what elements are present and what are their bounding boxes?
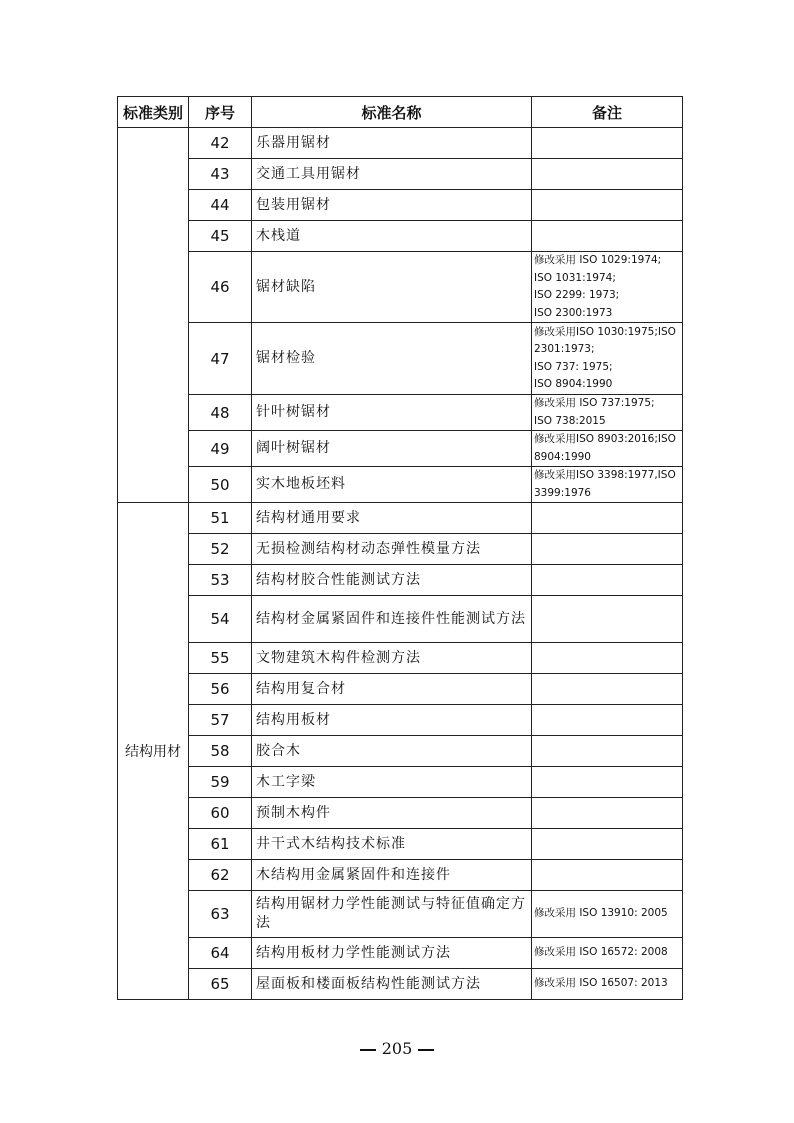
remarks-cell — [532, 252, 683, 323]
header-serial-no: 序号 — [189, 97, 252, 128]
serial-no-cell: 49 — [189, 431, 252, 467]
serial-no-cell: 52 — [189, 534, 252, 565]
serial-no-cell: 50 — [189, 467, 252, 503]
serial-no-cell: 63 — [189, 891, 252, 938]
standard-name-cell: 包装用锯材 — [252, 190, 532, 221]
remarks-cell — [532, 860, 683, 891]
remarks-line: 修改采用ISO 3398:1977,ISO — [534, 469, 676, 481]
serial-no-cell: 44 — [189, 190, 252, 221]
table-row — [118, 736, 683, 767]
standards-table — [117, 96, 683, 1000]
serial-no-cell: 64 — [189, 938, 252, 969]
standard-name-cell: 结构用板材力学性能测试方法 — [252, 938, 532, 969]
table-row — [118, 674, 683, 705]
remarks-line: 3399:1976 — [534, 486, 591, 499]
remarks-line: 修改采用 ISO 16572: 2008 — [534, 946, 668, 959]
serial-no-cell: 56 — [189, 674, 252, 705]
table-row — [118, 431, 683, 467]
serial-no-cell: 54 — [189, 596, 252, 643]
serial-no-cell: 60 — [189, 798, 252, 829]
serial-no-cell: 46 — [189, 252, 252, 323]
remarks-cell — [532, 395, 683, 431]
serial-no-cell: 61 — [189, 829, 252, 860]
header-standard-name: 标准名称 — [252, 97, 532, 128]
remarks-cell — [532, 705, 683, 736]
standard-name-cell: 乐器用锯材 — [252, 128, 532, 159]
remarks-line: 修改采用 ISO 16507: 2013 — [534, 977, 668, 990]
table-row — [118, 860, 683, 891]
serial-no-cell: 48 — [189, 395, 252, 431]
standard-name-cell: 屋面板和楼面板结构性能测试方法 — [252, 969, 532, 1000]
standard-name-cell: 胶合木 — [252, 736, 532, 767]
remarks-line: ISO 737: 1975; — [534, 360, 613, 373]
serial-no-cell: 43 — [189, 159, 252, 190]
table-row — [118, 565, 683, 596]
table-row — [118, 705, 683, 736]
category-cell: 结构用材 — [118, 503, 189, 1000]
standard-name-cell: 无损检测结构材动态弹性模量方法 — [252, 534, 532, 565]
table-row — [118, 534, 683, 565]
table-row — [118, 596, 683, 643]
standard-name-cell: 针叶树锯材 — [252, 395, 532, 431]
standard-name-cell: 木工字梁 — [252, 767, 532, 798]
remarks-cell — [532, 674, 683, 705]
table-row — [118, 767, 683, 798]
table-row — [118, 503, 683, 534]
remarks-line: 8904:1990 — [534, 450, 591, 463]
remarks-line: ISO 8904:1990 — [534, 378, 613, 390]
standard-name-cell: 结构用板材 — [252, 705, 532, 736]
remarks-line: ISO 1031:1974; — [534, 271, 616, 284]
table-row — [118, 395, 683, 431]
page-number-dash-left — [360, 1049, 376, 1051]
standard-name-cell: 结构用复合材 — [252, 674, 532, 705]
header-remarks: 备注 — [532, 97, 683, 128]
remarks-cell — [532, 534, 683, 565]
remarks-cell — [532, 736, 683, 767]
table-row — [118, 467, 683, 503]
standard-name-cell: 结构材金属紧固件和连接件性能测试方法 — [252, 596, 532, 643]
standard-name-cell: 结构用锯材力学性能测试与特征值确定方法 — [252, 891, 532, 938]
serial-no-cell: 58 — [189, 736, 252, 767]
remarks-line: ISO 2299: 1973; — [534, 289, 620, 301]
page-number-dash-right — [418, 1049, 434, 1051]
remarks-cell — [532, 159, 683, 190]
table-row — [118, 252, 683, 323]
remarks-line: ISO 738:2015 — [534, 414, 606, 427]
remarks-line: 修改采用ISO 8903:2016;ISO — [534, 433, 676, 445]
table-row — [118, 128, 683, 159]
table-body — [118, 128, 683, 1000]
table-row — [118, 221, 683, 252]
remarks-cell — [532, 128, 683, 159]
table-row — [118, 891, 683, 938]
serial-no-cell: 57 — [189, 705, 252, 736]
remarks-line: 修改采用 ISO 737:1975; — [534, 397, 655, 409]
remarks-cell — [532, 503, 683, 534]
remarks-line: 修改采用ISO 1030:1975;ISO — [534, 325, 676, 338]
table-row — [118, 323, 683, 395]
standard-name-cell: 交通工具用锯材 — [252, 159, 532, 190]
serial-no-cell: 65 — [189, 969, 252, 1000]
page-number — [0, 1039, 794, 1058]
standard-name-cell: 木结构用金属紧固件和连接件 — [252, 860, 532, 891]
table-row — [118, 190, 683, 221]
remarks-cell — [532, 431, 683, 467]
serial-no-cell: 53 — [189, 565, 252, 596]
remarks-cell — [532, 565, 683, 596]
table-row — [118, 643, 683, 674]
remarks-cell — [532, 891, 683, 938]
remarks-cell — [532, 969, 683, 1000]
remarks-cell — [532, 596, 683, 643]
serial-no-cell: 55 — [189, 643, 252, 674]
serial-no-cell: 47 — [189, 323, 252, 395]
standard-name-cell: 阔叶树锯材 — [252, 431, 532, 467]
remarks-cell — [532, 221, 683, 252]
standard-name-cell: 结构材通用要求 — [252, 503, 532, 534]
category-cell-empty — [118, 128, 189, 503]
serial-no-cell: 51 — [189, 503, 252, 534]
remarks-cell — [532, 798, 683, 829]
remarks-cell — [532, 767, 683, 798]
standard-name-cell: 锯材检验 — [252, 323, 532, 395]
table-row — [118, 969, 683, 1000]
remarks-line: 修改采用 ISO 1029:1974; — [534, 254, 662, 266]
table-row — [118, 938, 683, 969]
serial-no-cell: 42 — [189, 128, 252, 159]
remarks-cell — [532, 190, 683, 221]
standard-name-cell: 木栈道 — [252, 221, 532, 252]
table-row — [118, 159, 683, 190]
header-category: 标准类别 — [118, 97, 189, 128]
standard-name-cell: 井干式木结构技术标准 — [252, 829, 532, 860]
remarks-line: ISO 2300:1973 — [534, 306, 613, 319]
serial-no-cell: 62 — [189, 860, 252, 891]
standard-name-cell: 文物建筑木构件检测方法 — [252, 643, 532, 674]
remarks-line: 修改采用 ISO 13910: 2005 — [534, 907, 668, 920]
table-row — [118, 829, 683, 860]
table-header-row — [118, 97, 683, 128]
standard-name-cell: 锯材缺陷 — [252, 252, 532, 323]
remarks-cell — [532, 467, 683, 503]
remarks-cell — [532, 938, 683, 969]
standard-name-cell: 实木地板坯料 — [252, 467, 532, 503]
remarks-cell — [532, 323, 683, 395]
serial-no-cell: 59 — [189, 767, 252, 798]
table-row — [118, 798, 683, 829]
remarks-cell — [532, 829, 683, 860]
remarks-line: 2301:1973; — [534, 343, 595, 355]
page-number-text: 205 — [381, 1039, 413, 1058]
standard-name-cell: 结构材胶合性能测试方法 — [252, 565, 532, 596]
standard-name-cell: 预制木构件 — [252, 798, 532, 829]
serial-no-cell: 45 — [189, 221, 252, 252]
remarks-cell — [532, 643, 683, 674]
